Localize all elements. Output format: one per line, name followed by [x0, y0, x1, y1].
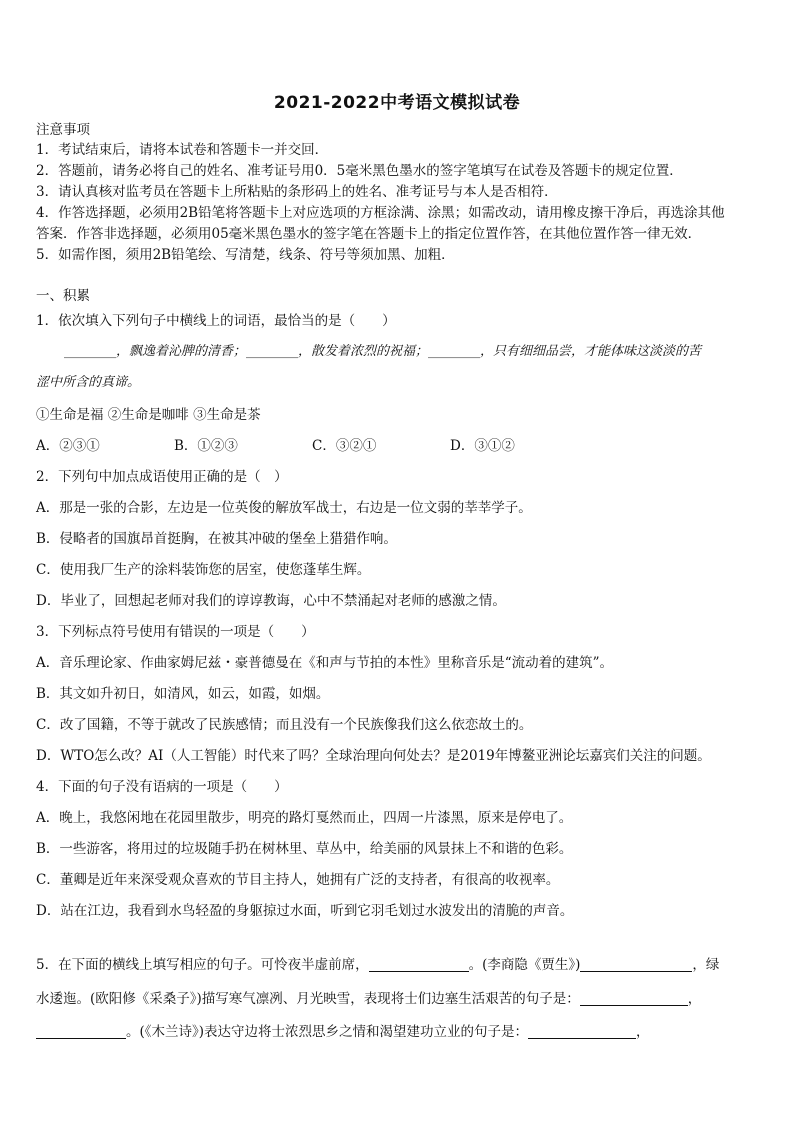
notice-item-3: 3．请认真核对监考员在答题卡上所粘贴的条形码上的姓名、准考证号与本人是否相符．: [36, 184, 558, 200]
q2-option-d[interactable]: D．毕业了，回想起老师对我们的谆谆教诲，心中不禁涌起对老师的感激之情。: [36, 593, 506, 609]
q5-line2-text-a: 水逶迤。(欧阳修《采桑子》)描写寒气凛冽、月光映雪，表现将士们边塞生活艰苦的句子是：: [36, 991, 580, 1007]
q5-answer-blank-5[interactable]: [528, 1024, 636, 1039]
q1-option-c[interactable]: C．③②①: [312, 438, 377, 454]
notice-item-4-cont: 答案．作答非选择题，必须用05毫米黑色墨水的签字笔在答题卡上的指定位置作答，在其他位置作答一律无效．: [36, 226, 702, 242]
notice-item-4: 4．作答选择题，必须用2B铅笔将答题卡上对应选项的方框涂满、涂黑；如需改动，请用橡皮擦干净后，再选涂其他: [36, 205, 725, 221]
q1-option-d[interactable]: D．③①②: [450, 438, 515, 454]
q5-answer-blank-2[interactable]: [580, 957, 692, 972]
notice-item-2: 2．答题前，请务必将自己的姓名、准考证号用0．5毫米黑色墨水的签字笔填写在试卷及答题卡的规定位置．: [36, 163, 683, 179]
notice-item-5: 5．如需作图，须用2B铅笔绘、写清楚，线条、符号等须加黑、加粗．: [36, 247, 455, 263]
q2-option-a[interactable]: A．那是一张的合影，左边是一位英俊的解放军战士，右边是一位文弱的莘莘学子。: [36, 500, 532, 516]
q4-option-c[interactable]: C．董卿是近年来深受观众喜欢的节目主持人，她拥有广泛的支持者，有很高的收视率。: [36, 872, 560, 888]
q5-line1-text-a: 5．在下面的横线上填写相应的句子。可怜夜半虚前席，: [36, 957, 369, 973]
q5-line3-text-a: 。(《木兰诗》)表达守边将士浓烈思乡之情和渴望建功立业的句子是：: [126, 1024, 529, 1040]
q4-option-a[interactable]: A．晚上，我悠闲地在花园里散步，明亮的路灯戛然而止，四周一片漆黑，原来是停电了。: [36, 810, 573, 826]
q4-option-b[interactable]: B．一些游客，将用过的垃圾随手扔在树林里、草丛中，给美丽的风景抹上不和谐的色彩。: [36, 841, 573, 857]
q5-line1: [36, 955, 760, 975]
q1-option-a[interactable]: A．②③①: [36, 438, 100, 454]
notice-heading: 注意事项: [36, 122, 90, 138]
q5-answer-blank-4[interactable]: [36, 1024, 126, 1039]
q3-option-b[interactable]: B．其文如升初日，如清风，如云，如霞，如烟。: [36, 686, 330, 702]
q1-stem: 1．依次填入下列句子中横线上的词语，最恰当的是（ ）: [36, 313, 396, 329]
q5-line2: [36, 989, 760, 1009]
q4-stem: 4．下面的句子没有语病的一项是（ ）: [36, 779, 288, 795]
q5-line2-text-b: ，: [687, 991, 702, 1007]
section-heading: 一、积累: [36, 288, 90, 304]
q3-option-d[interactable]: D．WTO怎么改？AI（人工智能）时代来了吗？全球治理向何处去？是2019年博鳌亚洲论坛嘉宾们关注的问题。: [36, 748, 711, 764]
exam-title: 2021-2022中考语文模拟试卷: [273, 93, 521, 113]
q1-passage-line1: ________，飘逸着沁脾的清香；________，散发着浓烈的祝福；________，只有细细品尝，才能体味这淡淡的苦: [64, 344, 702, 359]
q5-answer-blank-3[interactable]: [580, 991, 688, 1006]
q3-stem: 3．下列标点符号使用有错误的一项是（ ）: [36, 624, 315, 640]
q5-line3: [36, 1022, 760, 1042]
q5-answer-blank-1[interactable]: [369, 957, 469, 972]
q5-line1-text-c: ，绿: [692, 957, 720, 973]
q1-passage-line2: 涩中所含的真谛。: [36, 375, 141, 390]
q2-option-b[interactable]: B．侵略者的国旗昂首挺胸，在被其冲破的堡垒上猎猎作响。: [36, 531, 397, 547]
q5-line3-text-b: ，: [636, 1024, 650, 1040]
q3-option-a[interactable]: A．音乐理论家、作曲家姆尼兹・豪普德曼在《和声与节拍的本性》里称音乐是“流动着的建筑”。: [36, 655, 614, 671]
q1-option-b[interactable]: B．①②③: [174, 438, 238, 454]
q1-options: [36, 436, 760, 456]
q2-stem: 2．下列句中加点成语使用正确的是（ ）: [36, 469, 288, 485]
notice-item-1: 1．考试结束后，请将本试卷和答题卡一并交回．: [36, 142, 329, 158]
q2-option-c[interactable]: C．使用我厂生产的涂料装饰您的居室，使您蓬荜生辉。: [36, 562, 371, 578]
q4-option-d[interactable]: D．站在江边，我看到水鸟轻盈的身躯掠过水面，听到它羽毛划过水波发出的清脆的声音。: [36, 903, 574, 919]
q3-option-c[interactable]: C．改了国籍，不等于就改了民族感情；而且没有一个民族像我们这么依恋故土的。: [36, 717, 533, 733]
q5-line1-text-b: 。(李商隐《贾生》): [468, 957, 581, 973]
q1-items: ①生命是福 ②生命是咖啡 ③生命是茶: [36, 407, 261, 423]
